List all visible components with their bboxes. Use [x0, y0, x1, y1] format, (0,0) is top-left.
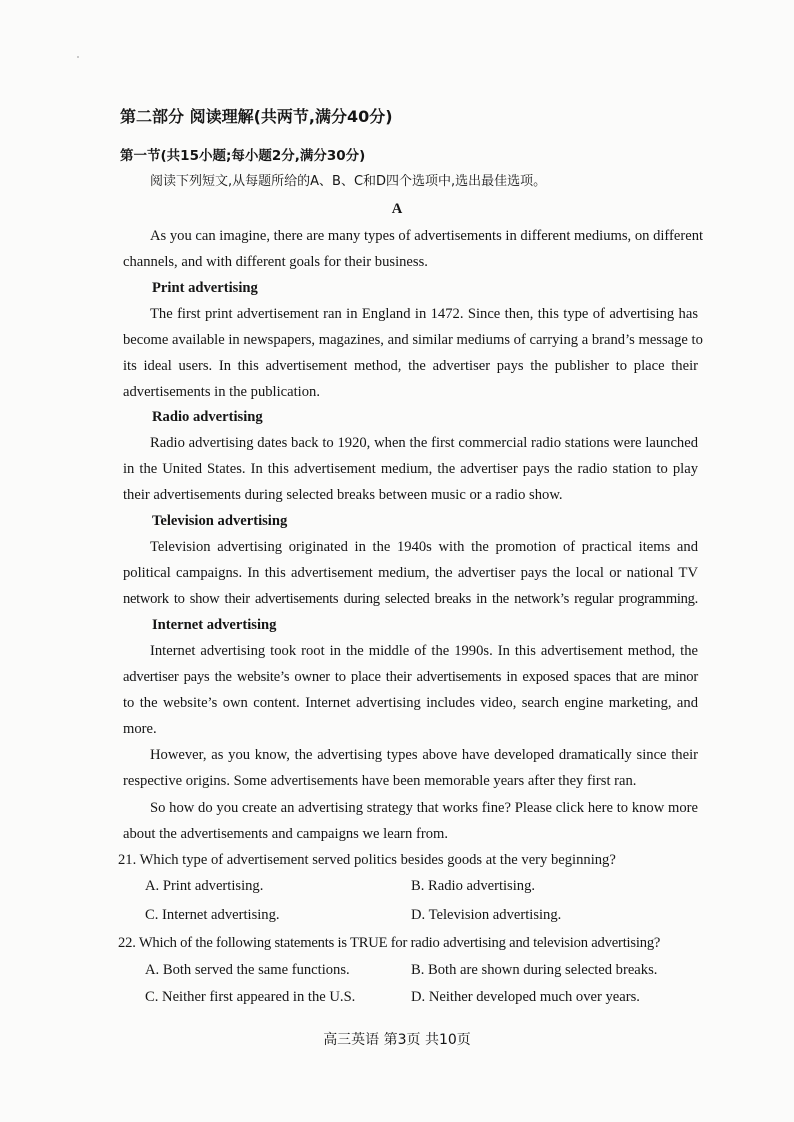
- instructions: 阅读下列短文,从每题所给的A、B、C和D四个选项中,选出最佳选项。: [150, 174, 547, 189]
- page-footer: 高三英语 第3页 共10页: [323, 1032, 471, 1048]
- passage-label: A: [391, 201, 403, 217]
- internet-line-3: to the website’s own content. Internet advertising includes video, search engine marketing, and: [123, 695, 698, 711]
- question-22-option-c: C. Neither first appeared in the U.S.: [145, 989, 356, 1005]
- question-21-option-a: A. Print advertising.: [145, 878, 264, 894]
- internet-line-1: Internet advertising took root in the middle of the 1990s. In this advertisement method, the: [150, 643, 698, 659]
- question-21-option-b: B. Radio advertising.: [411, 878, 536, 894]
- radio-line-2: in the United States. In this advertisement medium, the advertiser pays the radio station to play: [123, 461, 698, 477]
- question-22-option-a: A. Both served the same functions.: [145, 962, 350, 978]
- question-21-option-d: D. Television advertising.: [411, 907, 562, 923]
- internet-line-4: more.: [123, 721, 157, 737]
- question-22-option-d: D. Neither developed much over years.: [411, 989, 640, 1005]
- intro-line-2: channels, and with different goals for their business.: [123, 254, 428, 270]
- however-line-1: However, as you know, the advertising types above have developed dramatically since their: [150, 747, 698, 763]
- question-21-option-c: C. Internet advertising.: [145, 907, 280, 923]
- print-heading: Print advertising: [152, 280, 258, 296]
- print-line-4: advertisements in the publication.: [123, 384, 320, 400]
- television-line-1: Television advertising originated in the 1940s with the promotion of practical items and: [150, 539, 698, 555]
- closing-line-2: about the advertisements and campaigns we learn from.: [123, 826, 449, 842]
- print-line-2: become available in newspapers, magazines, and similar mediums of carrying a brand’s message to: [123, 332, 703, 348]
- part-title: 第二部分 阅读理解(共两节,满分40分): [120, 107, 393, 126]
- print-line-1: The first print advertisement ran in England in 1472. Since then, this type of advertising has: [150, 306, 698, 322]
- radio-line-1: Radio advertising dates back to 1920, when the first commercial radio stations were launched: [150, 435, 698, 451]
- radio-line-3: their advertisements during selected breaks between music or a radio show.: [123, 487, 563, 503]
- television-line-2: political campaigns. In this advertisement medium, the advertiser pays the local or national TV: [123, 565, 698, 581]
- scan-speck: [77, 56, 79, 58]
- print-line-3: its ideal users. In this advertisement method, the advertiser pays the publisher to place their: [123, 358, 698, 374]
- television-line-3: network to show their advertisements during selected breaks in the network’s regular programming.: [123, 591, 698, 607]
- radio-heading: Radio advertising: [152, 409, 263, 425]
- question-21-stem: 21. Which type of advertisement served politics besides goods at the very beginning?: [118, 852, 616, 868]
- question-22-stem: 22. Which of the following statements is TRUE for radio advertising and television advertising?: [118, 935, 661, 951]
- closing-line-1: So how do you create an advertising strategy that works fine? Please click here to know more: [150, 800, 698, 816]
- question-22-option-b: B. Both are shown during selected breaks.: [411, 962, 658, 978]
- however-line-2: respective origins. Some advertisements have been memorable years after they first ran.: [123, 773, 637, 789]
- section-title: 第一节(共15小题;每小题2分,满分30分): [120, 148, 366, 164]
- internet-line-2: advertiser pays the website’s owner to place their advertisements in exposed spaces that are minor: [123, 669, 698, 685]
- intro-line-1: As you can imagine, there are many types of advertisements in different mediums, on different: [150, 228, 704, 244]
- television-heading: Television advertising: [152, 513, 288, 529]
- internet-heading: Internet advertising: [152, 617, 277, 633]
